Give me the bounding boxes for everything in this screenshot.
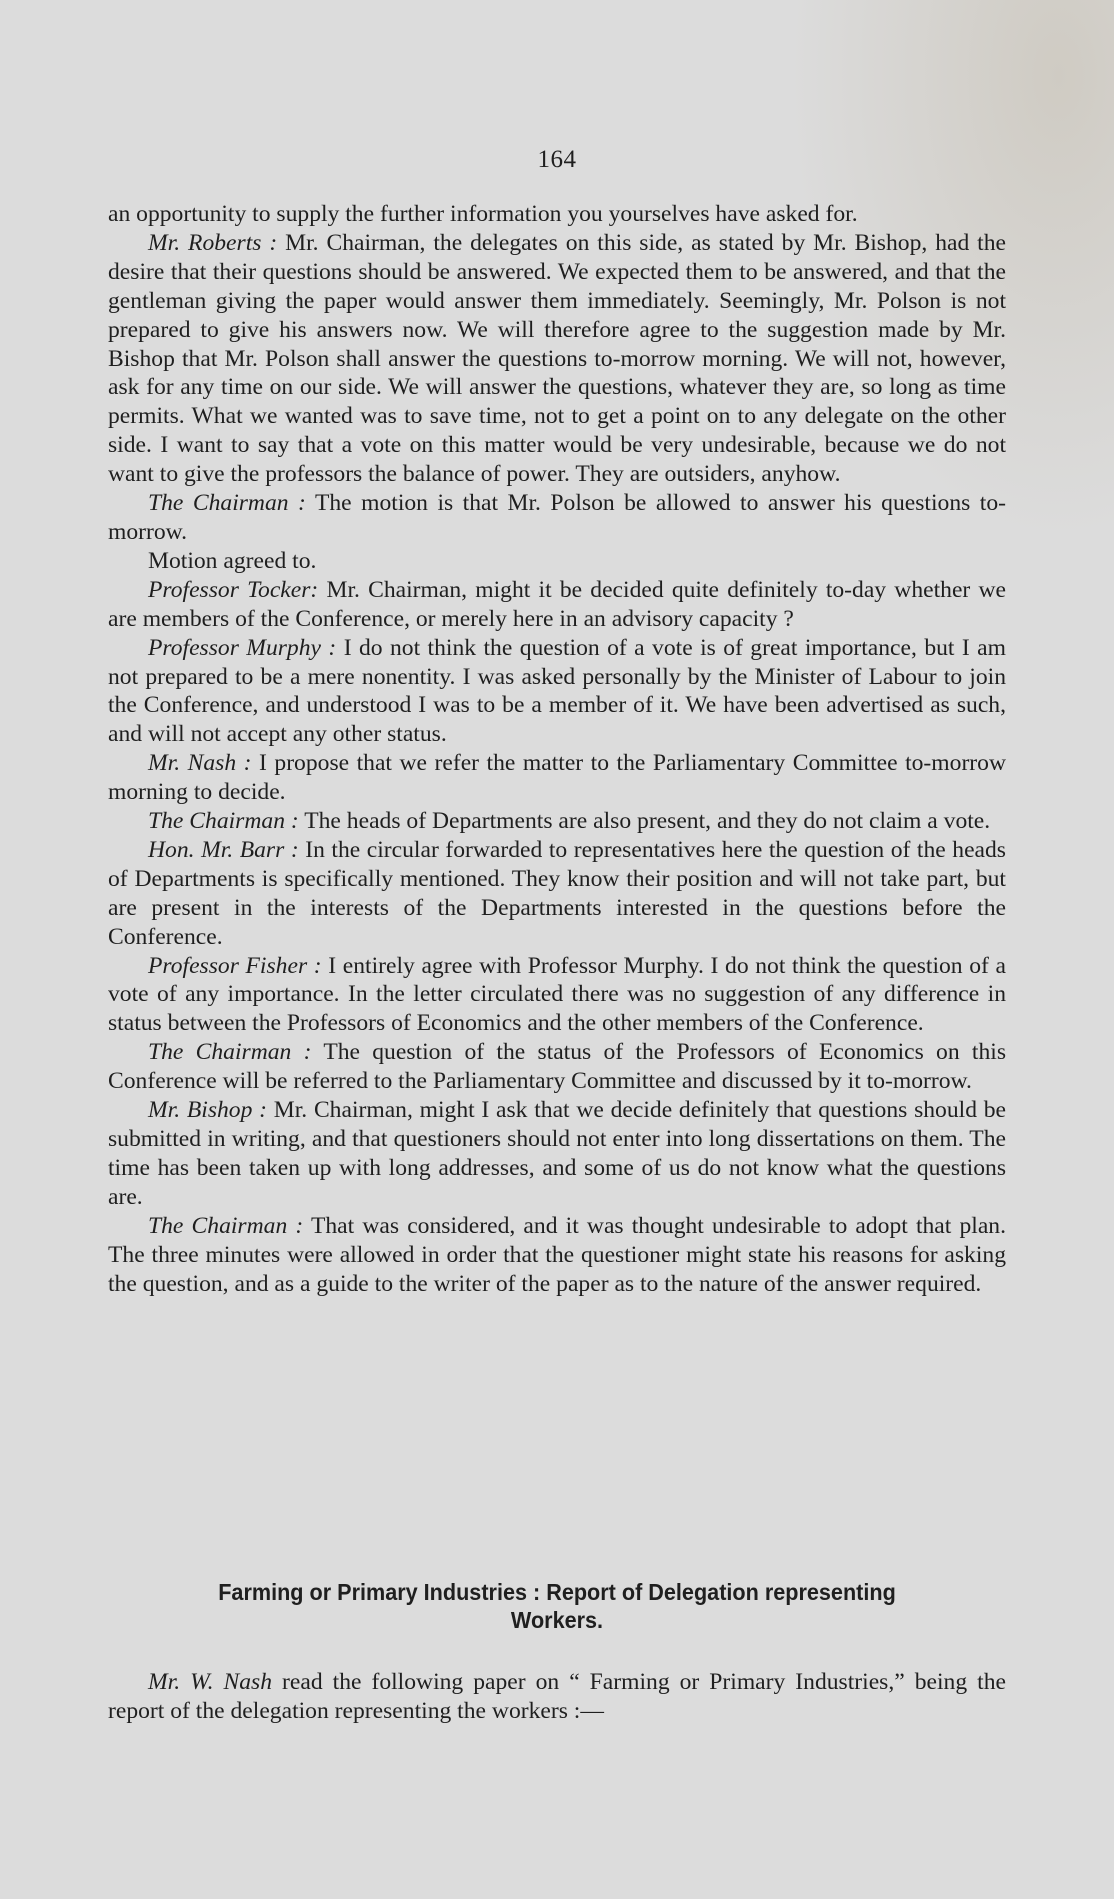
paragraph-roberts: [108, 229, 1006, 489]
speaker-name: Mr. Bishop :: [148, 1097, 268, 1124]
paragraph-continuation: [108, 200, 1006, 229]
paragraph-chairman-motion: [108, 489, 1006, 547]
paragraph-chairman-plan: [108, 1212, 1006, 1299]
page-number: 164: [537, 146, 577, 173]
paragraph-chairman-status: [108, 1038, 1006, 1096]
section-heading-line: Workers.: [510, 1607, 604, 1633]
paragraph-text: The question of the status of the Professors of Economics on this Conference will be referred to the Parliamentary Committee and discussed by it to-morrow.: [108, 1039, 1006, 1095]
paragraph-motion-agreed: [108, 547, 1006, 576]
paragraph-text: read the following paper on “ Farming or Primary Industries,” being the report of the delegation representing the workers :—: [108, 1669, 1006, 1724]
speaker-name: Professor Murphy :: [148, 634, 337, 661]
paragraph-bishop: [108, 1096, 1006, 1212]
transcript-body: [108, 200, 1006, 1298]
paragraph-nash: [108, 749, 1006, 807]
paragraph-text: I entirely agree with Professor Murphy. I do not think the question of a vote of any importance. In the letter circulated there was no suggestion of any difference in status between the Professors of Economics and the other members of the Conference.: [108, 952, 1006, 1037]
paragraph-text: The heads of Departments are also present, and they do not claim a vote.: [298, 808, 991, 835]
speaker-name: Mr. Roberts :: [148, 229, 278, 256]
speaker-name: The Chairman :: [148, 490, 306, 517]
speaker-name: Hon. Mr. Barr :: [148, 836, 299, 863]
paragraph-nash-paper: [108, 1668, 1006, 1726]
paragraph-chairman-heads: [108, 807, 1006, 836]
paragraph-text: Mr. Chairman, might it be decided quite definitely to-day whether we are members of the Conference, or merely here in an advisory capacity ?: [108, 576, 1006, 632]
paragraph-text: Motion agreed to.: [148, 547, 317, 574]
speaker-name: Mr. W. Nash: [148, 1669, 273, 1695]
speaker-name: Mr. Nash :: [148, 750, 252, 777]
section-heading: [144, 1578, 970, 1634]
speaker-name: The Chairman :: [148, 1212, 304, 1239]
closing-body: [108, 1668, 1006, 1726]
paragraph-text: Mr. Chairman, the delegates on this side, as stated by Mr. Bishop, had the desire that their questions should be answered. We expected them to be answered, and that the gentleman giving the paper would answer them immediately. Seemingly, Mr. Polson is not prepared to give his answers now. We will therefore agree to the suggestion made by Mr. Bishop that Mr. Polson shall answer the questions to-morrow morning. We will not, however, ask for any time on our side. We will answer the questions, whatever they are, so long as time permits. What we wanted was to save time, not to get a point on to any delegate on the other side. I want to say that a vote on this matter would be very undesirable, because we do not want to give the professors the balance of power. They are outsiders, anyhow.: [108, 229, 1007, 488]
speaker-name: Professor Tocker:: [148, 576, 319, 603]
speaker-name: The Chairman :: [148, 1039, 312, 1066]
paragraph-text: I do not think the question of a vote is of great importance, but I am not prepared to be a mere nonentity. I was asked personally by the Minister of Labour to join the Conference, and understood I was to be a member of it. We have been advertised as such, and will not accept any other status.: [108, 634, 1006, 748]
paragraph-text: The motion is that Mr. Polson be allowed to answer his questions to-morrow.: [108, 490, 1006, 545]
paragraph-fisher: [108, 952, 1006, 1039]
paragraph-murphy: [108, 634, 1006, 750]
speaker-name: Professor Fisher :: [148, 952, 322, 979]
section-heading-line: Farming or Primary Industries : Report of Delegation representing: [218, 1579, 896, 1605]
paragraph-barr: [108, 836, 1006, 952]
paragraph-text: I propose that we refer the matter to the Parliamentary Committee to-morrow morning to decide.: [108, 750, 1006, 806]
paragraph-text: an opportunity to supply the further information you yourselves have asked for.: [108, 201, 858, 227]
paragraph-text: That was considered, and it was thought undesirable to adopt that plan. The three minutes were allowed in order that the questioner might state his reasons for asking the question, and as a guide to the writer of the paper as to the nature of the answer required.: [108, 1212, 1006, 1297]
speaker-name: The Chairman :: [148, 808, 299, 835]
paragraph-text: In the circular forwarded to representatives here the question of the heads of Departments is specifically mentioned. They know their position and will not take part, but are present in the interests of the Departments interested in the questions before the Conference.: [108, 836, 1006, 950]
paragraph-text: Mr. Chairman, might I ask that we decide definitely that questions should be submitted in writing, and that questioners should not enter into long dissertations on them. The time has been taken up with long addresses, and some of us do not know what the questions are.: [108, 1097, 1007, 1210]
paragraph-tocker: [108, 576, 1006, 634]
